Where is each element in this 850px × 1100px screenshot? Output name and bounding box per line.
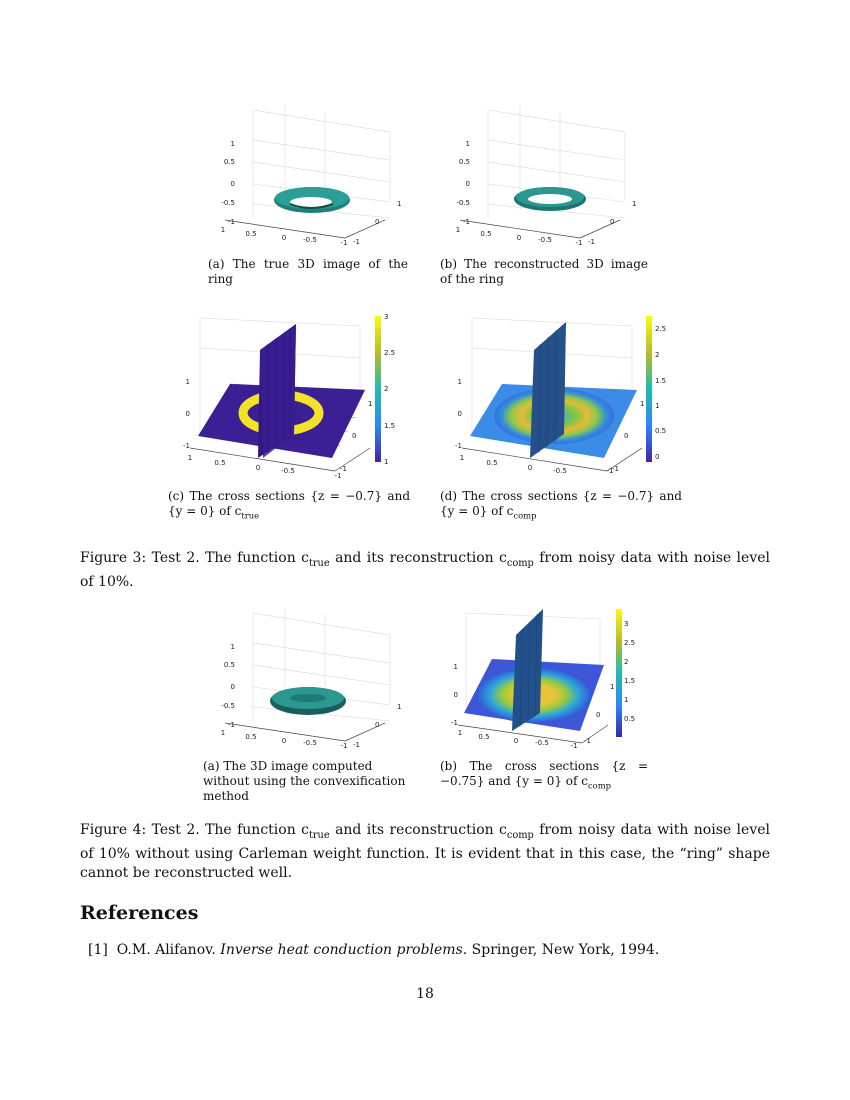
x-tick: 1 — [187, 454, 193, 462]
x-tick: -0.5 — [535, 739, 549, 747]
x-tick: 0.5 — [478, 733, 490, 741]
figure3-caption: Figure 3: Test 2. The function $c_{true}$ and its reconstruction $c_{comp}$ from noisy data with noise level of 10%. — [80, 550, 770, 591]
y-tick: 1 — [640, 400, 645, 408]
x-tick: 0.5 — [245, 733, 257, 741]
z-tick: 1 — [185, 378, 190, 386]
fig3a-ring-plot — [205, 100, 400, 250]
x-tick: -1 — [340, 742, 348, 750]
colorbar-tick: 1.5 — [655, 377, 667, 385]
colorbar-tick: 0.5 — [655, 427, 667, 435]
colorbar — [375, 316, 381, 462]
x-tick: 1 — [459, 454, 465, 462]
y-tick: 0 — [375, 218, 380, 226]
reference-item — [88, 942, 659, 958]
fig4a-3d-image-plot — [205, 603, 400, 753]
colorbar-tick: 1 — [384, 458, 389, 466]
colorbar-tick: 2.5 — [384, 349, 396, 357]
x-tick: 1 — [220, 226, 226, 234]
z-tick: -1 — [183, 442, 190, 450]
colorbar-tick: 1 — [624, 696, 629, 704]
x-tick: 0 — [255, 464, 261, 472]
colorbar-tick: 2.5 — [655, 325, 667, 333]
colorbar-tick: 2 — [384, 385, 389, 393]
colorbar-tick: 1 — [655, 402, 660, 410]
z-tick: 0.5 — [458, 158, 470, 166]
z-tick: 0.5 — [223, 158, 235, 166]
z-tick: -0.5 — [221, 199, 235, 207]
x-tick: -0.5 — [553, 467, 567, 475]
x-tick: -1 — [606, 467, 614, 475]
z-tick: 0 — [185, 410, 190, 418]
z-tick: 1 — [453, 663, 458, 671]
y-tick: 1 — [397, 703, 402, 711]
z-tick: -0.5 — [456, 199, 470, 207]
y-tick: 1 — [610, 683, 615, 691]
reference-title: Inverse heat conduction problems — [220, 942, 463, 958]
x-tick: 0.5 — [245, 230, 257, 238]
reference-author: O.M. Alifanov. — [116, 942, 216, 958]
reference-number: [1] — [88, 942, 108, 958]
z-tick: 1 — [465, 140, 470, 148]
y-tick: -1 — [588, 238, 595, 246]
z-tick: 1 — [230, 643, 235, 651]
x-tick: 0 — [281, 737, 287, 745]
colorbar-tick: 2 — [655, 351, 660, 359]
colorbar-tick: 1.5 — [384, 422, 396, 430]
x-tick: 0.5 — [214, 459, 226, 467]
fig3d-caption: (d) The cross sections {z = −0.7} and {y = 0} of $c_{comp}$ — [440, 489, 682, 521]
x-tick: -1 — [340, 239, 348, 247]
colorbar — [616, 609, 622, 737]
colorbar-tick: 0 — [655, 453, 660, 461]
fig3d-cross-section-plot — [442, 308, 674, 483]
colorbar-tick: 0.5 — [624, 715, 636, 723]
x-tick: 0.5 — [480, 230, 492, 238]
z-tick: 0 — [230, 180, 235, 188]
y-tick: 1 — [632, 200, 637, 208]
y-tick: 0 — [624, 432, 629, 440]
z-tick: 0 — [465, 180, 470, 188]
y-tick: 0 — [352, 432, 357, 440]
x-tick: 1 — [455, 226, 461, 234]
z-tick: 0 — [453, 691, 458, 699]
colorbar-tick: 3 — [624, 620, 629, 628]
colorbar-tick: 1.5 — [624, 677, 636, 685]
y-tick: 0 — [375, 721, 380, 729]
colorbar — [646, 316, 652, 462]
z-tick: 1 — [230, 140, 235, 148]
y-tick: -1 — [612, 465, 619, 473]
x-tick: -0.5 — [281, 467, 295, 475]
y-tick: 1 — [368, 400, 373, 408]
z-tick: -1 — [455, 442, 462, 450]
y-tick: -1 — [353, 741, 360, 749]
colorbar-tick: 2 — [624, 658, 629, 666]
z-tick: 0 — [230, 683, 235, 691]
fig3b-ring-plot — [440, 100, 640, 250]
x-tick: -0.5 — [303, 236, 317, 244]
fig3c-cross-section-plot — [170, 308, 400, 483]
z-tick: 0 — [457, 410, 462, 418]
colorbar-tick: 3 — [384, 313, 389, 321]
x-tick: 0 — [516, 234, 522, 242]
colorbar-tick: 2.5 — [624, 639, 636, 647]
z-tick: -1 — [451, 719, 458, 727]
y-tick: -1 — [353, 238, 360, 246]
y-tick: 0 — [610, 218, 615, 226]
reference-rest: . Springer, New York, 1994. — [462, 942, 660, 958]
z-tick: -1 — [463, 218, 470, 226]
x-tick: 0 — [513, 737, 519, 745]
fig3a-caption: (a) The true 3D image of the ring — [208, 257, 408, 286]
x-tick: 0.5 — [486, 459, 498, 467]
x-tick: -0.5 — [538, 236, 552, 244]
fig3c-caption: (c) The cross sections {z = −0.7} and {y = 0} of $c_{true}$ — [168, 489, 410, 521]
y-tick: -1 — [340, 465, 347, 473]
x-tick: 0 — [281, 234, 287, 242]
x-tick: -1 — [575, 239, 583, 247]
z-tick: -1 — [228, 721, 235, 729]
z-tick: -0.5 — [221, 702, 235, 710]
x-tick: 1 — [457, 729, 463, 737]
y-tick: 1 — [397, 200, 402, 208]
x-tick: 0 — [527, 464, 533, 472]
z-tick: -1 — [228, 218, 235, 226]
z-tick: 0.5 — [223, 661, 235, 669]
x-tick: -1 — [334, 472, 342, 480]
page-number: 18 — [416, 986, 434, 1002]
x-tick: -0.5 — [303, 739, 317, 747]
figure4-caption: Figure 4: Test 2. The function $c_{true}$ and its reconstruction $c_{comp}$ from noisy data with noise level of 10% without using Carleman weight function. It is evident that in this case, the “ring” shape cannot be reconstructed well. — [80, 822, 770, 881]
fig3b-caption: (b) The reconstructed 3D image of the ring — [440, 257, 648, 286]
references-heading: References — [80, 902, 199, 924]
y-tick: 0 — [596, 711, 601, 719]
fig4b-cross-section-plot — [440, 603, 650, 753]
fig4a-caption: (a) The 3D image computed without using the convexification method — [203, 759, 406, 803]
z-tick: 1 — [457, 378, 462, 386]
x-tick: 1 — [220, 729, 226, 737]
fig4b-caption: (b) The cross sections {z = −0.75} and {y = 0} of $c_{comp}$ — [440, 759, 648, 791]
y-tick: -1 — [584, 737, 591, 745]
x-tick: -1 — [570, 742, 578, 750]
